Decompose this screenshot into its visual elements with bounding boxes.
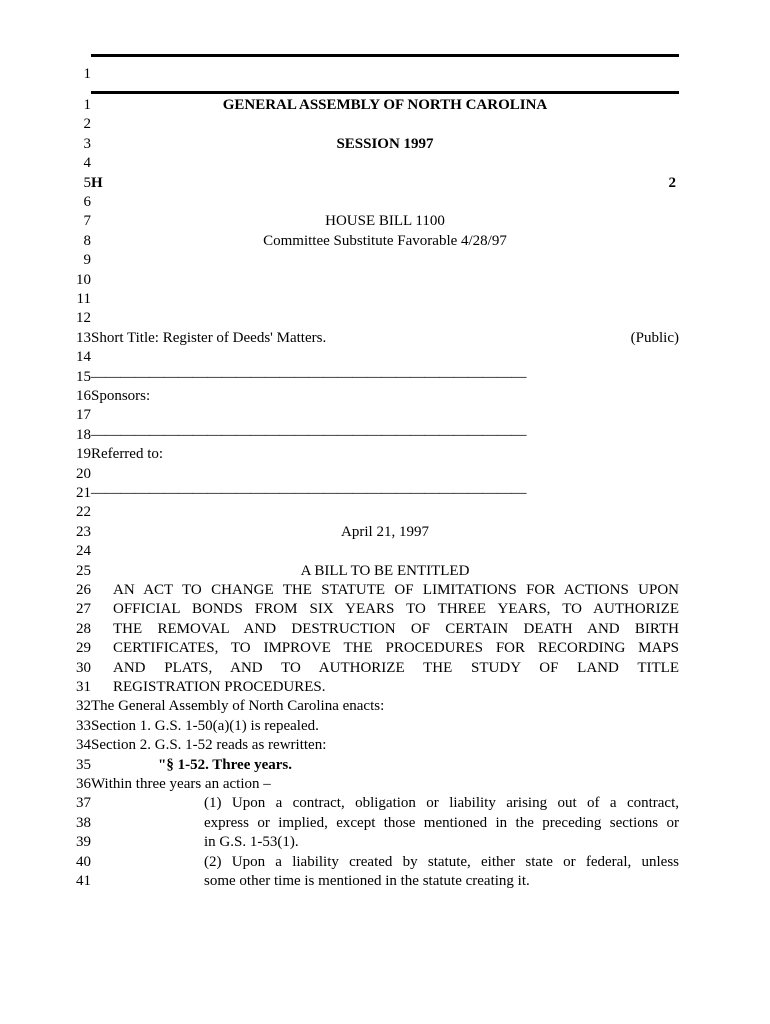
line-number: 19 <box>76 446 91 463</box>
line-number: 12 <box>76 310 91 327</box>
line-number: 5 <box>83 174 91 191</box>
line-number: 35 <box>76 756 91 773</box>
line-7 <box>0 212 770 231</box>
statute-item-line: (1) Upon a contract, obligation or liability arising out of a contract, <box>204 795 679 812</box>
line-24 <box>0 542 770 561</box>
line-13 <box>0 329 770 348</box>
line-number: 37 <box>76 795 91 812</box>
short-title: Short Title: Register of Deeds' Matters. <box>91 329 327 346</box>
line-number: 27 <box>76 601 91 618</box>
line-number: 16 <box>76 388 91 404</box>
line-41 <box>0 872 770 891</box>
line-33 <box>0 717 770 736</box>
line-number: 17 <box>76 407 91 424</box>
statute-intro: Within three years an action – <box>91 776 271 792</box>
line-16 <box>0 387 770 406</box>
line-40 <box>0 853 770 872</box>
line-number: 23 <box>76 523 91 540</box>
line-36 <box>0 775 770 794</box>
line-17 <box>0 406 770 425</box>
line-39 <box>0 833 770 852</box>
line-number: 6 <box>83 194 91 210</box>
bill-number: HOUSE BILL 1100 <box>325 213 445 230</box>
top-rule <box>91 54 679 57</box>
line-number: 20 <box>76 465 91 482</box>
line-28 <box>0 620 770 639</box>
line-number: 3 <box>83 135 91 152</box>
line-9 <box>0 251 770 270</box>
line-2 <box>0 115 770 134</box>
line-5 <box>0 174 770 193</box>
line-30 <box>0 659 770 678</box>
line-21 <box>0 484 770 503</box>
line-number: 1 <box>83 97 91 113</box>
line-26 <box>0 581 770 600</box>
line-number: 10 <box>76 271 91 288</box>
line-12 <box>0 309 770 328</box>
line-number: 22 <box>76 504 91 521</box>
line-number: 28 <box>76 620 91 637</box>
public-label: (Public) <box>630 329 679 346</box>
line-number: 29 <box>76 640 91 657</box>
line-number: 7 <box>83 213 91 230</box>
line-23 <box>0 523 770 542</box>
line-number: 26 <box>76 582 91 598</box>
line-number: 18 <box>76 426 91 443</box>
line-number: 1 <box>83 66 91 82</box>
line-number: 25 <box>76 562 91 579</box>
act-title-line: CERTIFICATES, TO IMPROVE THE PROCEDURES FOR RECORDING MAPS <box>113 640 679 657</box>
line-number: 41 <box>76 873 91 889</box>
header-rule <box>91 91 679 94</box>
line-number: 4 <box>83 155 91 172</box>
line-1 <box>0 96 770 115</box>
line-number: 34 <box>76 737 91 754</box>
chamber-letter: H <box>91 174 103 191</box>
line-34 <box>0 736 770 755</box>
committee-status: Committee Substitute Favorable 4/28/97 <box>263 232 507 249</box>
line-15 <box>0 368 770 387</box>
separator-line: —————————————————————————————— <box>91 485 526 501</box>
line-number: 36 <box>76 776 91 792</box>
version-number: 2 <box>668 174 676 191</box>
statute-item-line: in G.S. 1-53(1). <box>204 834 299 851</box>
line-number: 21 <box>76 485 91 501</box>
line-number: 8 <box>83 232 91 249</box>
line-18 <box>0 426 770 445</box>
section-1: Section 1. G.S. 1-50(a)(1) is repealed. <box>91 717 319 734</box>
line-31 <box>0 678 770 697</box>
top-line <box>0 65 770 84</box>
line-number: 2 <box>83 116 91 133</box>
line-number: 24 <box>76 543 91 560</box>
line-38 <box>0 814 770 833</box>
enacting-clause: The General Assembly of North Carolina enacts: <box>91 698 385 715</box>
line-25 <box>0 562 770 581</box>
line-14 <box>0 348 770 367</box>
statute-item-line: express or implied, except those mentioned in the preceding sections or <box>204 814 679 831</box>
line-number: 9 <box>83 252 91 269</box>
referred-label: Referred to: <box>91 446 164 463</box>
separator-line: —————————————————————————————— <box>91 426 526 443</box>
act-title-line: OFFICIAL BONDS FROM SIX YEARS TO THREE YEARS, TO AUTHORIZE <box>113 601 679 618</box>
bill-heading: A BILL TO BE ENTITLED <box>300 562 470 579</box>
bill-date: April 21, 1997 <box>341 523 429 540</box>
separator-line: —————————————————————————————— <box>91 368 526 385</box>
line-29 <box>0 639 770 658</box>
line-6 <box>0 193 770 212</box>
line-number: 30 <box>76 659 91 676</box>
line-4 <box>0 154 770 173</box>
line-22 <box>0 503 770 522</box>
line-number: 15 <box>76 368 91 385</box>
line-11 <box>0 290 770 309</box>
line-8 <box>0 232 770 251</box>
line-37 <box>0 794 770 813</box>
section-2: Section 2. G.S. 1-52 reads as rewritten: <box>91 737 327 754</box>
line-10 <box>0 271 770 290</box>
statute-item-line: (2) Upon a liability created by statute, either state or federal, unless <box>204 853 679 870</box>
line-number: 38 <box>76 814 91 831</box>
act-title-line: AN ACT TO CHANGE THE STATUTE OF LIMITATIONS FOR ACTIONS UPON <box>113 582 679 598</box>
line-number: 33 <box>76 717 91 734</box>
line-number: 14 <box>76 349 91 366</box>
act-title-line: REGISTRATION PROCEDURES. <box>113 679 326 695</box>
line-number: 40 <box>76 853 91 870</box>
line-number: 32 <box>76 698 91 715</box>
line-3 <box>0 135 770 154</box>
session-title: SESSION 1997 <box>336 135 434 152</box>
line-20 <box>0 465 770 484</box>
act-title-line: THE REMOVAL AND DESTRUCTION OF CERTAIN DEATH AND BIRTH <box>113 620 679 637</box>
line-19 <box>0 445 770 464</box>
line-27 <box>0 600 770 619</box>
line-35 <box>0 756 770 775</box>
line-number: 39 <box>76 834 91 851</box>
statute-item-line: some other time is mentioned in the statute creating it. <box>204 873 530 889</box>
statute-heading: "§ 1-52. Three years. <box>158 756 293 773</box>
sponsors-label: Sponsors: <box>91 388 151 404</box>
line-number: 13 <box>76 329 91 346</box>
act-title-line: AND PLATS, AND TO AUTHORIZE THE STUDY OF LAND TITLE <box>113 659 679 676</box>
assembly-title: GENERAL ASSEMBLY OF NORTH CAROLINA <box>222 97 548 113</box>
line-32 <box>0 697 770 716</box>
line-number: 31 <box>76 679 91 695</box>
line-number: 11 <box>76 291 91 307</box>
